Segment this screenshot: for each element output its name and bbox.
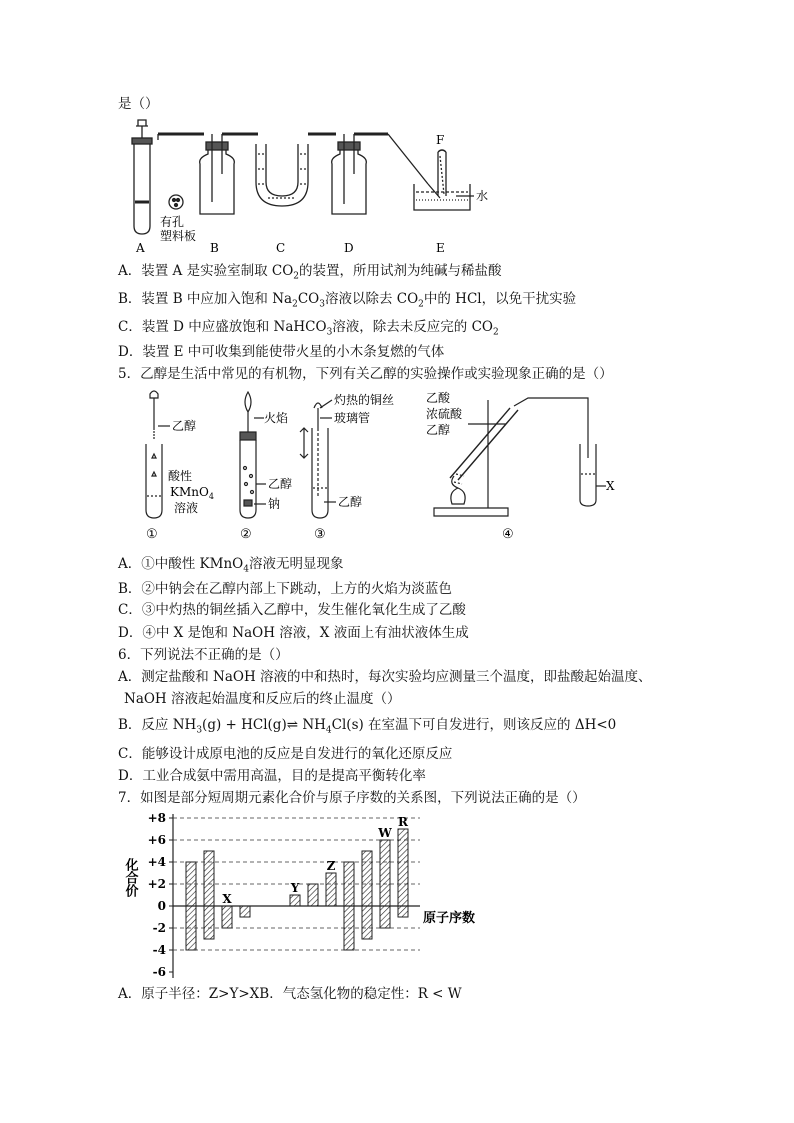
- q6-option-a-line1: A．测定盐酸和 NaOH 溶液的中和热时，每次实验均应测量三个温度，即盐酸起始温度、: [118, 669, 652, 685]
- q4-option-b: B．装置 B 中应加入饱和 $Na_2CO_3$溶液以除去 $CO_2$中的 HCl，以免干扰实验: [118, 291, 577, 310]
- valence-bar: [344, 862, 354, 950]
- valence-bar: [308, 884, 318, 906]
- q4-stem-tail: 是（）: [118, 96, 159, 112]
- q4-apparatus-figure: [118, 114, 498, 256]
- bar-label: R: [398, 815, 408, 829]
- label-acidic: 酸性: [168, 469, 193, 483]
- label-D: D: [344, 241, 354, 255]
- q7-options: A．原子半径：Z>Y>XB．气态氢化物的稳定性：R < W: [118, 986, 462, 1002]
- q4-option-a: A．装置 A 是实验室制取 $CO_2$的装置，所用试剂为纯碱与稀盐酸: [118, 263, 502, 282]
- label-A: A: [136, 241, 145, 255]
- bar-label: Y: [290, 881, 300, 895]
- valence-bar: [204, 851, 214, 939]
- q7-stem: 7．如图是部分短周期元素化合价与原子序数的关系图，下列说法正确的是（）: [118, 790, 586, 806]
- y-tick-label: -2: [152, 921, 166, 935]
- label-acetic: 乙酸: [426, 391, 451, 405]
- q4-option-d: D．装置 E 中可收集到能使带火星的小木条复燃的气体: [118, 344, 445, 360]
- x-axis-label: 原子序数: [423, 911, 476, 926]
- label-kmno4: KMnO$_4$: [170, 485, 214, 501]
- q5-stem: 5．乙醇是生活中常见的有机物，下列有关乙醇的实验操作或实验现象正确的是（）: [118, 366, 613, 382]
- label-glass-tube: 玻璃管: [334, 411, 371, 425]
- q5-option-a: A．①中酸性 KMnO$_4$溶液无明显现象: [118, 556, 344, 575]
- y-tick-label: -4: [152, 943, 166, 957]
- label-B: B: [210, 241, 219, 255]
- y-tick-label: +2: [147, 877, 166, 891]
- label-X: X: [606, 479, 615, 493]
- q6-stem: 6．下列说法不正确的是（）: [118, 647, 289, 663]
- y-axis-label: 化合价: [122, 858, 138, 897]
- q6-option-c: C．能够设计成原电池的反应是自发进行的氧化还原反应: [118, 746, 453, 762]
- bar-label: Z: [326, 859, 336, 873]
- y-tick-label: +8: [147, 811, 166, 825]
- label-F: F: [436, 133, 445, 147]
- q5-option-c: C．③中灼热的铜丝插入乙醇中，发生催化氧化生成了乙酸: [118, 602, 466, 618]
- bar-label: W: [378, 826, 392, 840]
- q6-option-d: D．工业合成氨中需用高温，目的是提高平衡转化率: [118, 768, 426, 784]
- label-conc-h2so4: 浓硫酸: [426, 407, 463, 421]
- label-ethanol-3: 乙醇: [338, 495, 363, 509]
- valence-bar: [380, 840, 390, 928]
- label-ethanol-1: 乙醇: [172, 419, 197, 433]
- valence-bar: [222, 906, 232, 928]
- y-tick-label: -6: [152, 965, 166, 979]
- label-C: C: [276, 241, 286, 255]
- label-n3: ③: [314, 527, 326, 542]
- q5-ethanol-figure: [118, 388, 615, 543]
- label-ethanol-4: 乙醇: [426, 423, 451, 437]
- q4-option-c: C．装置 D 中应盛放饱和 NaHCO$_3$溶液，除去未反应完的 $CO_2$: [118, 319, 499, 338]
- valence-bar: [240, 906, 250, 917]
- label-water: 水: [476, 189, 489, 203]
- y-tick-label: 0: [157, 899, 166, 913]
- valence-chart: [118, 810, 498, 982]
- y-tick-label: +4: [147, 855, 166, 869]
- valence-bar: [186, 862, 196, 950]
- label-plate2: 塑料板: [160, 229, 197, 243]
- bar-label: X: [222, 892, 232, 906]
- valence-bar: [362, 851, 372, 939]
- q6-option-a-line2: NaOH 溶液起始温度和反应后的终止温度（）: [124, 691, 401, 707]
- q5-option-d: D．④中 X 是饱和 NaOH 溶液，X 液面上有油状液体生成: [118, 625, 469, 641]
- valence-bar: [398, 829, 408, 917]
- label-E: E: [436, 241, 445, 255]
- label-ethanol-2: 乙醇: [268, 477, 293, 491]
- label-plate: 有孔: [160, 215, 185, 229]
- valence-bar: [326, 873, 336, 906]
- label-n2: ②: [240, 527, 252, 542]
- label-solution: 溶液: [174, 501, 199, 515]
- q6-option-b: B．反应 $NH_3(g)$ + HCl(g)⇌ $NH_4Cl(s)$ 在室温下可自发进行，则该反应的 ΔH<0: [118, 717, 617, 736]
- label-hot-copper: 灼热的铜丝: [334, 393, 395, 407]
- y-tick-label: +6: [147, 833, 166, 847]
- valence-bar: [290, 895, 300, 906]
- label-n1: ①: [146, 527, 158, 542]
- label-flame: 火焰: [264, 411, 289, 425]
- label-n4: ④: [502, 527, 514, 542]
- label-sodium: 钠: [268, 497, 281, 511]
- q5-option-b: B．②中钠会在乙醇内部上下跳动，上方的火焰为淡蓝色: [118, 581, 452, 597]
